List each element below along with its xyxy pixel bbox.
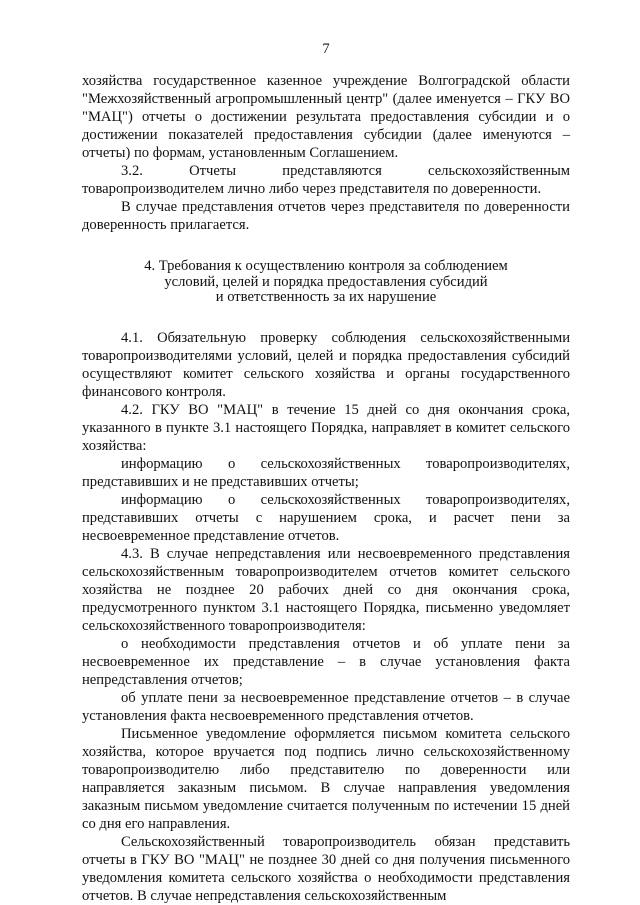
paragraph-proxy: В случае представления отчетов через представителя по доверенности доверенность прилагается.	[82, 199, 570, 233]
paragraph-4-3-item-2: об уплате пени за несвоевременное представление отчетов – в случае установления факта несвоевременного представления отчетов.	[82, 689, 570, 724]
section-heading-line-3: и ответственность за их нарушение	[215, 289, 437, 305]
paragraph-continuation: хозяйства государственное казенное учреждение Волгоградской области "Межхозяйственный агропромышленный центр" (далее именуется – ГКУ ВО "МАЦ") отчеты о достижении результата предоставления субсидии и о достижении показателей предоставления субсидии (далее именуются – отчеты) по формам, установленным Соглашением.	[82, 73, 570, 161]
section-heading-line-1: 4. Требования к осуществлению контроля за соблюдением	[144, 258, 508, 274]
section-heading	[82, 259, 570, 306]
paragraph-4-2: 4.2. ГКУ ВО "МАЦ" в течение 15 дней со дня окончания срока, указанного в пункте 3.1 настоящего Порядка, направляет в комитет сельского хозяйства:	[82, 401, 570, 454]
section-heading-line-2: условий, целей и порядка предоставления субсидий	[164, 273, 488, 290]
paragraph-4-3: 4.3. В случае непредставления или несвоевременного представления сельскохозяйственным товаропроизводителем отчетов комитет сельского хозяйства не позднее 20 рабочих дней со дня окончания срока, предусмотренного пунктом 3.1 настоящего Порядка, письменно уведомляет сельскохозяйственного товаропроизводителя:	[82, 545, 570, 634]
paragraph-producer-obligation: Сельскохозяйственный товаропроизводитель обязан представить отчеты в ГКУ ВО "МАЦ" не позднее 30 дней со дня получения письменного уведомления комитета сельского хозяйства о необходимости представления отчетов. В случае непредставления сельскохозяйственным	[82, 833, 570, 904]
paragraph-4-1: 4.1. Обязательную проверку соблюдения сельскохозяйственными товаропроизводителями условий, целей и порядка предоставления субсидий осуществляют комитет сельского хозяйства и органы государственного финансового контроля.	[82, 329, 570, 400]
paragraph-4-2-item-2: информацию о сельскохозяйственных товаропроизводителях, представивших отчеты с нарушением срока, и расчет пени за несвоевременное представление отчетов.	[82, 491, 570, 544]
page-number: 7	[322, 41, 330, 57]
paragraph-3-2: 3.2. Отчеты представляются сельскохозяйственным товаропроизводителем лично либо через представителя по доверенности.	[82, 163, 570, 197]
paragraph-written-notice: Письменное уведомление оформляется письмом комитета сельского хозяйства, которое вручается под подпись лично сельскохозяйственному товаропроизводителю либо представителю по доверенности или направляется заказным письмом. В случае направления уведомления заказным письмом уведомление считается полученным по истечении 15 дней со дня его направления.	[82, 725, 570, 832]
paragraph-4-3-item-1: о необходимости представления отчетов и об уплате пени за несвоевременное их представление – в случае установления факта непредставления отчетов;	[82, 635, 570, 688]
document-page	[82, 40, 570, 905]
paragraph-4-2-item-1: информацию о сельскохозяйственных товаропроизводителях, представивших и не представивших отчеты;	[82, 455, 570, 490]
